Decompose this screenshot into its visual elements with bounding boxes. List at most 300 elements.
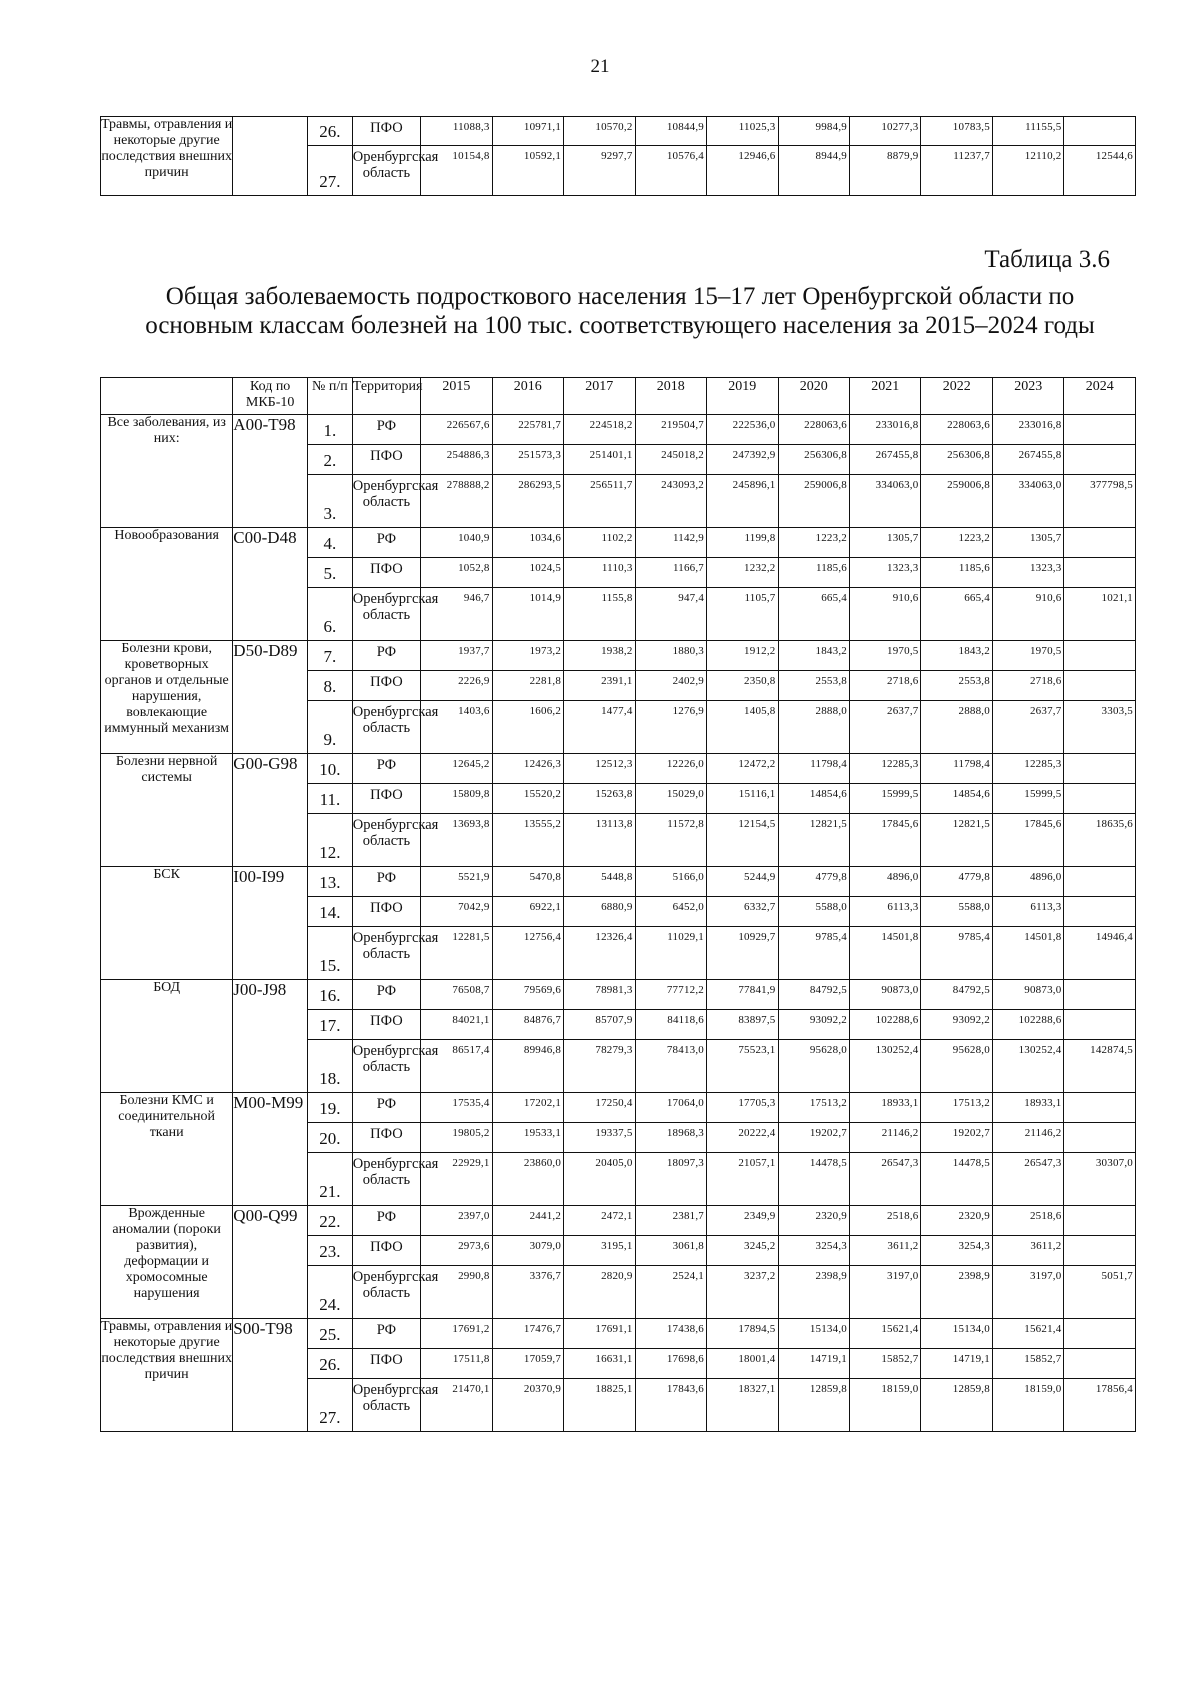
row-number: 10. [319, 760, 341, 779]
value-cell: 78279,3 [564, 1040, 635, 1093]
value-cell: 102288,6 [849, 1010, 920, 1040]
value-cell: 233016,8 [849, 415, 920, 445]
icd-code-cell: C00-D48 [233, 528, 308, 641]
territory-cell: РФ [352, 980, 420, 1010]
value-cell: 14854,6 [921, 784, 992, 814]
value-cell: 2226,9 [421, 671, 492, 701]
value-cell: 2888,0 [778, 701, 849, 754]
header-year: 2022 [921, 378, 992, 415]
value-cell: 79569,6 [492, 980, 563, 1010]
value-cell: 83897,5 [707, 1010, 778, 1040]
row-number-cell [307, 1123, 352, 1153]
value-cell: 3611,2 [992, 1236, 1063, 1266]
header-disease [101, 378, 233, 415]
value-cell: 12859,8 [921, 1379, 992, 1432]
value-cell: 222536,0 [707, 415, 778, 445]
value-cell: 12512,3 [564, 754, 635, 784]
value-cell: 102288,6 [992, 1010, 1063, 1040]
value-cell [1064, 867, 1136, 897]
row-number-cell [307, 1040, 352, 1093]
value-cell: 6113,3 [849, 897, 920, 927]
territory-cell: Оренбургская область [352, 588, 420, 641]
value-cell: 14478,5 [778, 1153, 849, 1206]
value-cell: 334063,0 [992, 475, 1063, 528]
icd-code-cell: I00-I99 [233, 867, 308, 980]
value-cell: 334063,0 [849, 475, 920, 528]
value-cell: 1880,3 [635, 641, 706, 671]
territory-cell: ПФО [352, 117, 420, 146]
row-number-cell [307, 897, 352, 927]
row-number-cell [307, 1236, 352, 1266]
territory-cell: Оренбургская область [352, 1379, 420, 1432]
value-cell: 19805,2 [421, 1123, 492, 1153]
row-number: 8. [323, 677, 337, 696]
value-cell: 1185,6 [778, 558, 849, 588]
value-cell: 247392,9 [707, 445, 778, 475]
value-cell: 84876,7 [492, 1010, 563, 1040]
value-cell: 19202,7 [778, 1123, 849, 1153]
value-cell: 12226,0 [635, 754, 706, 784]
value-cell: 78981,3 [564, 980, 635, 1010]
value-cell: 17535,4 [421, 1093, 492, 1123]
table-row [101, 641, 1136, 671]
value-cell [1064, 1123, 1136, 1153]
table-row [101, 980, 1136, 1010]
value-cell: 3197,0 [849, 1266, 920, 1319]
value-cell: 2320,9 [921, 1206, 992, 1236]
value-cell: 2820,9 [564, 1266, 635, 1319]
value-cell: 5470,8 [492, 867, 563, 897]
value-cell: 3303,5 [1064, 701, 1136, 754]
value-cell: 2718,6 [849, 671, 920, 701]
table-row [101, 867, 1136, 897]
value-cell: 12946,6 [707, 146, 778, 196]
territory-cell: Оренбургская область [352, 814, 420, 867]
row-number: 26. [319, 122, 341, 141]
value-cell: 1323,3 [992, 558, 1063, 588]
value-cell: 1323,3 [849, 558, 920, 588]
territory-cell: Оренбургская область [352, 1040, 420, 1093]
value-cell: 219504,7 [635, 415, 706, 445]
territory-cell: Оренбургская область [352, 1153, 420, 1206]
value-cell: 26547,3 [849, 1153, 920, 1206]
value-cell: 17202,1 [492, 1093, 563, 1123]
value-cell: 224518,2 [564, 415, 635, 445]
value-cell: 3254,3 [778, 1236, 849, 1266]
value-cell: 256306,8 [921, 445, 992, 475]
value-cell: 1223,2 [778, 528, 849, 558]
row-number: 24. [319, 1295, 341, 1314]
value-cell: 11029,1 [635, 927, 706, 980]
value-cell: 377798,5 [1064, 475, 1136, 528]
table-row [101, 528, 1136, 558]
value-cell: 228063,6 [921, 415, 992, 445]
value-cell: 245018,2 [635, 445, 706, 475]
value-cell: 14501,8 [992, 927, 1063, 980]
territory-cell: ПФО [352, 1123, 420, 1153]
value-cell: 3195,1 [564, 1236, 635, 1266]
value-cell: 256511,7 [564, 475, 635, 528]
table-label: Таблица 3.6 [984, 246, 1110, 273]
value-cell: 9984,9 [778, 117, 849, 146]
header-icd-code: Код по МКБ-10 [233, 378, 308, 415]
header-row-number: № п/п [307, 378, 352, 415]
value-cell: 77712,2 [635, 980, 706, 1010]
disease-class-cell: Новообразования [101, 528, 233, 641]
row-number-cell [307, 641, 352, 671]
row-number: 20. [319, 1129, 341, 1148]
value-cell [1064, 415, 1136, 445]
row-number: 15. [319, 956, 341, 975]
value-cell: 17250,4 [564, 1093, 635, 1123]
value-cell: 20370,9 [492, 1379, 563, 1432]
value-cell: 2398,9 [778, 1266, 849, 1319]
icd-code-cell: M00-M99 [233, 1093, 308, 1206]
value-cell: 17691,2 [421, 1319, 492, 1349]
disease-class-cell: Болезни нервной системы [101, 754, 233, 867]
value-cell: 11025,3 [707, 117, 778, 146]
value-cell [1064, 784, 1136, 814]
row-number: 6. [323, 617, 337, 636]
value-cell: 90873,0 [992, 980, 1063, 1010]
value-cell: 1102,2 [564, 528, 635, 558]
row-number: 7. [323, 647, 337, 666]
value-cell: 3237,2 [707, 1266, 778, 1319]
header-territory: Территория [352, 378, 420, 415]
row-number: 1. [323, 421, 337, 440]
value-cell: 2524,1 [635, 1266, 706, 1319]
value-cell: 12821,5 [921, 814, 992, 867]
value-cell: 84021,1 [421, 1010, 492, 1040]
value-cell [1064, 445, 1136, 475]
value-cell: 1606,2 [492, 701, 563, 754]
territory-cell: РФ [352, 415, 420, 445]
value-cell: 17894,5 [707, 1319, 778, 1349]
value-cell: 259006,8 [778, 475, 849, 528]
value-cell: 22929,1 [421, 1153, 492, 1206]
value-cell: 1155,8 [564, 588, 635, 641]
value-cell: 947,4 [635, 588, 706, 641]
icd-code-cell: S00-T98 [233, 1319, 308, 1432]
value-cell: 14719,1 [778, 1349, 849, 1379]
value-cell: 1034,6 [492, 528, 563, 558]
value-cell: 243093,2 [635, 475, 706, 528]
territory-cell: Оренбургская область [352, 927, 420, 980]
value-cell: 15809,8 [421, 784, 492, 814]
value-cell: 10971,1 [492, 117, 563, 146]
value-cell: 12544,6 [1064, 146, 1136, 196]
value-cell: 251401,1 [564, 445, 635, 475]
value-cell: 14501,8 [849, 927, 920, 980]
row-number: 11. [319, 790, 341, 809]
icd-code-cell: Q00-Q99 [233, 1206, 308, 1319]
value-cell: 2381,7 [635, 1206, 706, 1236]
value-cell: 15852,7 [849, 1349, 920, 1379]
value-cell: 13693,8 [421, 814, 492, 867]
value-cell: 1305,7 [849, 528, 920, 558]
value-cell: 6452,0 [635, 897, 706, 927]
header-year: 2018 [635, 378, 706, 415]
territory-cell: Оренбургская область [352, 701, 420, 754]
value-cell [1064, 897, 1136, 927]
row-number-cell [307, 475, 352, 528]
territory-cell: ПФО [352, 897, 420, 927]
value-cell: 13113,8 [564, 814, 635, 867]
value-cell: 78413,0 [635, 1040, 706, 1093]
value-cell: 2349,9 [707, 1206, 778, 1236]
value-cell: 13555,2 [492, 814, 563, 867]
value-cell: 95628,0 [921, 1040, 992, 1093]
row-number: 23. [319, 1242, 341, 1261]
value-cell [1064, 1236, 1136, 1266]
value-cell: 910,6 [849, 588, 920, 641]
value-cell: 26547,3 [992, 1153, 1063, 1206]
value-cell: 6922,1 [492, 897, 563, 927]
value-cell: 1405,8 [707, 701, 778, 754]
value-cell: 12645,2 [421, 754, 492, 784]
row-number-cell [307, 528, 352, 558]
value-cell: 1912,2 [707, 641, 778, 671]
header-year: 2023 [992, 378, 1063, 415]
value-cell: 226567,6 [421, 415, 492, 445]
territory-cell: ПФО [352, 445, 420, 475]
table-row [101, 117, 1136, 146]
row-number-cell [307, 1010, 352, 1040]
row-number-cell [307, 415, 352, 445]
row-number-cell [307, 1349, 352, 1379]
value-cell: 6332,7 [707, 897, 778, 927]
row-number: 5. [323, 564, 337, 583]
value-cell: 1199,8 [707, 528, 778, 558]
value-cell: 85707,9 [564, 1010, 635, 1040]
value-cell: 20222,4 [707, 1123, 778, 1153]
value-cell: 2402,9 [635, 671, 706, 701]
table-row [101, 1319, 1136, 1349]
value-cell: 256306,8 [778, 445, 849, 475]
territory-cell: Оренбургская область [352, 146, 420, 196]
value-cell: 14719,1 [921, 1349, 992, 1379]
value-cell: 3611,2 [849, 1236, 920, 1266]
continued-table [100, 116, 1136, 196]
value-cell: 259006,8 [921, 475, 992, 528]
row-number: 14. [319, 903, 341, 922]
value-cell: 19202,7 [921, 1123, 992, 1153]
row-number-cell [307, 671, 352, 701]
value-cell: 21146,2 [992, 1123, 1063, 1153]
value-cell: 10154,8 [421, 146, 492, 196]
value-cell: 2553,8 [778, 671, 849, 701]
value-cell: 2350,8 [707, 671, 778, 701]
territory-cell: ПФО [352, 1236, 420, 1266]
value-cell: 2441,2 [492, 1206, 563, 1236]
territory-cell: РФ [352, 1093, 420, 1123]
value-cell: 17513,2 [921, 1093, 992, 1123]
value-cell: 76508,7 [421, 980, 492, 1010]
row-number-cell [307, 117, 352, 146]
value-cell: 2281,8 [492, 671, 563, 701]
value-cell: 2397,0 [421, 1206, 492, 1236]
value-cell: 142874,5 [1064, 1040, 1136, 1093]
value-cell: 1223,2 [921, 528, 992, 558]
value-cell [1064, 117, 1136, 146]
row-number-cell [307, 1206, 352, 1236]
row-number-cell [307, 814, 352, 867]
value-cell: 15116,1 [707, 784, 778, 814]
row-number: 26. [319, 1355, 341, 1374]
value-cell: 2320,9 [778, 1206, 849, 1236]
header-year: 2017 [564, 378, 635, 415]
value-cell: 16631,1 [564, 1349, 635, 1379]
value-cell: 18159,0 [992, 1379, 1063, 1432]
value-cell: 10929,7 [707, 927, 778, 980]
value-cell: 15621,4 [992, 1319, 1063, 1349]
row-number: 18. [319, 1069, 341, 1088]
value-cell: 3197,0 [992, 1266, 1063, 1319]
table-row [101, 1093, 1136, 1123]
value-cell: 4779,8 [921, 867, 992, 897]
header-year: 2019 [707, 378, 778, 415]
disease-class-cell: Травмы, отравления и некоторые другие последствия внешних причин [101, 117, 233, 196]
value-cell: 4779,8 [778, 867, 849, 897]
value-cell: 21470,1 [421, 1379, 492, 1432]
value-cell: 5244,9 [707, 867, 778, 897]
value-cell: 15999,5 [849, 784, 920, 814]
territory-cell: ПФО [352, 558, 420, 588]
value-cell: 10277,3 [849, 117, 920, 146]
disease-class-cell: БОД [101, 980, 233, 1093]
value-cell: 6113,3 [992, 897, 1063, 927]
value-cell: 2472,1 [564, 1206, 635, 1236]
row-number: 3. [323, 504, 337, 523]
territory-cell: РФ [352, 754, 420, 784]
value-cell: 1938,2 [564, 641, 635, 671]
value-cell: 1232,2 [707, 558, 778, 588]
table-row [101, 754, 1136, 784]
value-cell: 9785,4 [778, 927, 849, 980]
value-cell [1064, 1093, 1136, 1123]
row-number: 27. [319, 1408, 341, 1427]
row-number-cell [307, 701, 352, 754]
value-cell: 2718,6 [992, 671, 1063, 701]
value-cell: 2637,7 [849, 701, 920, 754]
value-cell: 254886,3 [421, 445, 492, 475]
territory-cell: ПФО [352, 784, 420, 814]
value-cell: 19337,5 [564, 1123, 635, 1153]
table-title: Общая заболеваемость подросткового населения 15–17 лет Оренбургской области по основным классам болезней на 100 тыс. соответствующего населения за 2015–2024 годы [145, 283, 1095, 339]
value-cell: 1937,7 [421, 641, 492, 671]
row-number: 25. [319, 1325, 341, 1344]
row-number-cell [307, 754, 352, 784]
territory-cell: РФ [352, 1206, 420, 1236]
value-cell: 1843,2 [921, 641, 992, 671]
header-year: 2020 [778, 378, 849, 415]
value-cell: 4896,0 [849, 867, 920, 897]
value-cell: 6880,9 [564, 897, 635, 927]
value-cell: 3376,7 [492, 1266, 563, 1319]
value-cell: 5521,9 [421, 867, 492, 897]
row-number: 21. [319, 1182, 341, 1201]
row-number-cell [307, 1093, 352, 1123]
value-cell: 15134,0 [778, 1319, 849, 1349]
value-cell: 1305,7 [992, 528, 1063, 558]
row-number-cell [307, 588, 352, 641]
value-cell: 17513,2 [778, 1093, 849, 1123]
icd-code-cell [233, 117, 308, 196]
header-year: 2024 [1064, 378, 1136, 415]
row-number: 19. [319, 1099, 341, 1118]
value-cell: 5051,7 [1064, 1266, 1136, 1319]
disease-class-cell: Все заболевания, из них: [101, 415, 233, 528]
value-cell: 15134,0 [921, 1319, 992, 1349]
value-cell: 21057,1 [707, 1153, 778, 1206]
value-cell: 5448,8 [564, 867, 635, 897]
value-cell [1064, 1010, 1136, 1040]
value-cell: 1970,5 [849, 641, 920, 671]
value-cell: 3061,8 [635, 1236, 706, 1266]
value-cell: 14946,4 [1064, 927, 1136, 980]
row-number: 16. [319, 986, 341, 1005]
value-cell: 18933,1 [992, 1093, 1063, 1123]
value-cell: 11237,7 [921, 146, 992, 196]
value-cell: 9297,7 [564, 146, 635, 196]
value-cell: 17705,3 [707, 1093, 778, 1123]
value-cell: 20405,0 [564, 1153, 635, 1206]
value-cell: 93092,2 [921, 1010, 992, 1040]
territory-cell: РФ [352, 867, 420, 897]
value-cell: 21146,2 [849, 1123, 920, 1153]
value-cell: 14478,5 [921, 1153, 992, 1206]
row-number-cell [307, 927, 352, 980]
value-cell: 1477,4 [564, 701, 635, 754]
value-cell: 2888,0 [921, 701, 992, 754]
value-cell: 251573,3 [492, 445, 563, 475]
value-cell: 8879,9 [849, 146, 920, 196]
territory-cell: РФ [352, 1319, 420, 1349]
value-cell: 15520,2 [492, 784, 563, 814]
territory-cell: ПФО [352, 1010, 420, 1040]
value-cell [1064, 1206, 1136, 1236]
row-number-cell [307, 445, 352, 475]
row-number-cell [307, 146, 352, 196]
value-cell: 11155,5 [992, 117, 1063, 146]
value-cell: 84792,5 [921, 980, 992, 1010]
value-cell: 10570,2 [564, 117, 635, 146]
value-cell: 11572,8 [635, 814, 706, 867]
value-cell: 1185,6 [921, 558, 992, 588]
value-cell: 15263,8 [564, 784, 635, 814]
value-cell: 2973,6 [421, 1236, 492, 1266]
value-cell: 2990,8 [421, 1266, 492, 1319]
value-cell [1064, 1349, 1136, 1379]
row-number: 4. [323, 534, 337, 553]
value-cell: 10783,5 [921, 117, 992, 146]
value-cell: 7042,9 [421, 897, 492, 927]
value-cell: 17511,8 [421, 1349, 492, 1379]
value-cell: 18097,3 [635, 1153, 706, 1206]
value-cell: 12285,3 [849, 754, 920, 784]
value-cell: 18933,1 [849, 1093, 920, 1123]
value-cell: 12756,4 [492, 927, 563, 980]
row-number-cell [307, 1319, 352, 1349]
value-cell: 1105,7 [707, 588, 778, 641]
value-cell: 2553,8 [921, 671, 992, 701]
disease-class-cell: Врожденные аномалии (пороки развития), деформации и хромосомные нарушения [101, 1206, 233, 1319]
header-year: 2021 [849, 378, 920, 415]
value-cell [1064, 980, 1136, 1010]
disease-class-cell: Травмы, отравления и некоторые другие последствия внешних причин [101, 1319, 233, 1432]
value-cell: 2637,7 [992, 701, 1063, 754]
morbidity-table [100, 377, 1136, 1432]
